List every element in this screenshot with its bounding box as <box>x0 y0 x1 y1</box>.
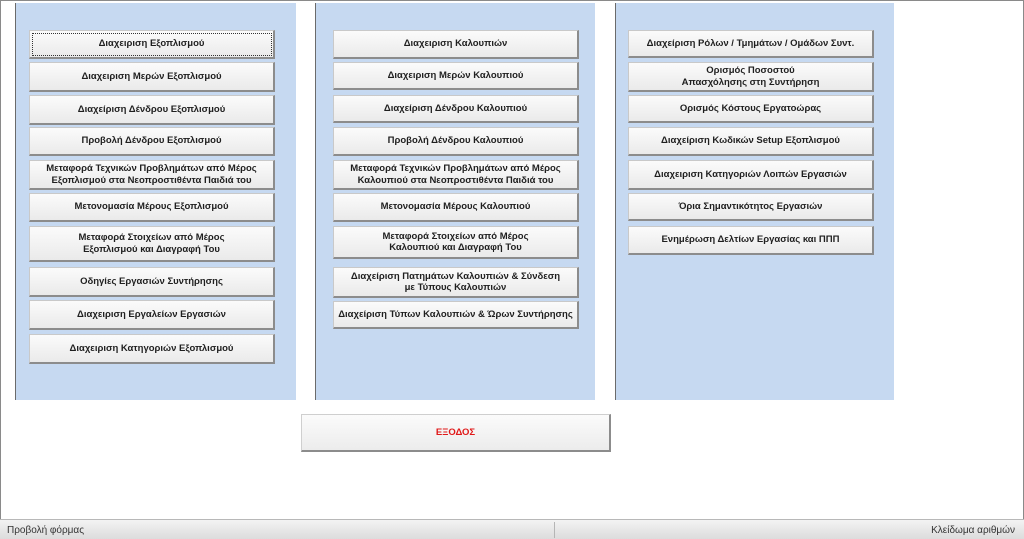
mold-tree-view-button[interactable]: Προβολή Δένδρου Καλουπιού <box>333 127 579 156</box>
work-importance-limits-button[interactable]: Όρια Σημαντικότητος Εργασιών <box>628 193 874 221</box>
roles-departments-teams-button[interactable]: Διαχείριση Ρόλων / Τμημάτων / Ομάδων Συντ. <box>628 30 874 58</box>
equipment-tree-manage-button[interactable]: Διαχείριση Δένδρου Εξοπλισμού <box>29 95 275 125</box>
move-mold-data-delete-button[interactable]: Μεταφορά Στοιχείων από Μέρος Καλουπιού και Διαγραφή Του <box>333 226 579 259</box>
employment-percentage-button[interactable]: Ορισμός Ποσοστού Απασχόλησης στη Συντήρηση <box>628 62 874 92</box>
rename-equipment-part-button[interactable]: Μετονομασία Μέρους Εξοπλισμού <box>29 193 275 222</box>
labor-hour-cost-button[interactable]: Ορισμός Κόστους Εργατοώρας <box>628 95 874 123</box>
equipment-parts-button[interactable]: Διαχειριση Μερών Εξοπλισμού <box>29 62 275 92</box>
status-num-lock: Κλείδωμα αριθμών <box>931 525 1015 536</box>
setup-codes-button[interactable]: Διαχείριση Κωδικών Setup Εξοπλισμού <box>628 127 874 156</box>
move-equipment-data-delete-button[interactable]: Μεταφορά Στοιχείων από Μέρος Εξοπλισμού και Διαγραφή Του <box>29 226 275 262</box>
manage-equipment-button[interactable]: Διαχειριση Εξοπλισμού <box>29 30 275 59</box>
panel-divider <box>315 3 316 400</box>
manage-molds-button[interactable]: Διαχειριση Καλουπιών <box>333 30 579 59</box>
status-separator <box>554 522 555 538</box>
mold-types-maintenance-button[interactable]: Διαχείριση Τύπων Καλουπιών & Ώρων Συντήρησης <box>333 301 579 329</box>
panel-divider <box>15 3 16 400</box>
work-tools-button[interactable]: Διαχειριση Εργαλείων Εργασιών <box>29 300 275 330</box>
transfer-equipment-problems-button[interactable]: Μεταφορά Τεχνικών Προβλημάτων από Μέρος Εξοπλισμού στα Νεοπροστιθέντα Παιδιά του <box>29 160 275 190</box>
other-work-categories-button[interactable]: Διαχειριση Κατηγοριών Λοιπών Εργασιών <box>628 160 874 190</box>
equipment-tree-view-button[interactable]: Προβολή Δένδρου Εξοπλισμού <box>29 127 275 156</box>
panel-divider <box>615 3 616 400</box>
exit-button[interactable]: ΕΞΟΔΟΣ <box>301 414 611 452</box>
maintenance-instructions-button[interactable]: Οδηγίες Εργασιών Συντήρησης <box>29 267 275 297</box>
mold-parts-button[interactable]: Διαχειριση Μερών Καλουπιού <box>333 62 579 90</box>
transfer-mold-problems-button[interactable]: Μεταφορά Τεχνικών Προβλημάτων από Μέρος Καλουπιού στα Νεοπροστιθέντα Παιδιά του <box>333 160 579 190</box>
equipment-categories-button[interactable]: Διαχειριση Κατηγοριών Εξοπλισμού <box>29 334 275 364</box>
status-bar <box>0 519 1024 539</box>
rename-mold-part-button[interactable]: Μετονομασία Μέρους Καλουπιού <box>333 193 579 222</box>
status-view-mode: Προβολή φόρμας <box>7 525 85 536</box>
mold-strokes-link-button[interactable]: Διαχείριση Πατημάτων Καλουπιών & Σύνδεση με Τύπους Καλουπιών <box>333 267 579 298</box>
mold-tree-manage-button[interactable]: Διαχείριση Δένδρου Καλουπιού <box>333 95 579 123</box>
update-work-sheets-button[interactable]: Ενημέρωση Δελτίων Εργασίας και ΠΠΠ <box>628 226 874 255</box>
